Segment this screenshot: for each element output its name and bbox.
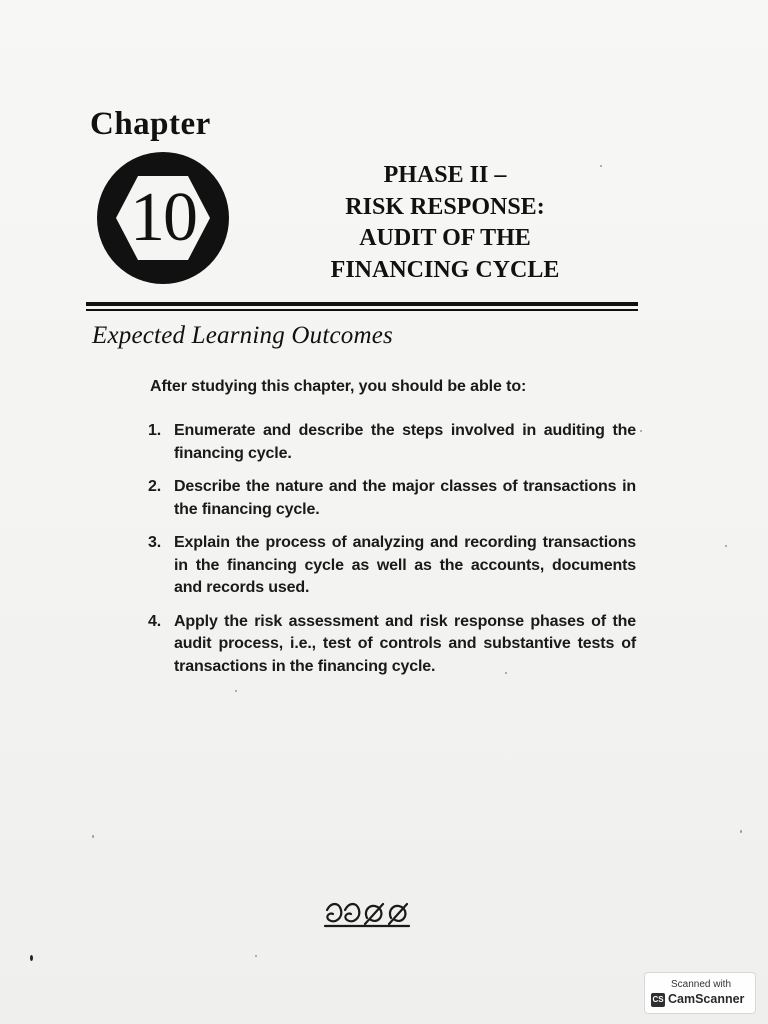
outcome-number: 1. (148, 422, 162, 439)
scan-speck (740, 830, 742, 833)
outcome-text: Describe the nature and the major classes of transactions in the financing cycle. (174, 478, 636, 518)
outcome-text: Enumerate and describe the steps involved in auditing the financing cycle. (174, 422, 636, 462)
chapter-number: 10 (130, 179, 196, 256)
scanned-with-label: Scanned with (670, 979, 732, 990)
outcome-number: 4. (148, 612, 162, 630)
camscanner-watermark (644, 972, 756, 1014)
outcomes-heading: Expected Learning Outcomes (92, 322, 393, 349)
outcome-item (148, 611, 636, 679)
outcome-number: 2. (148, 478, 162, 495)
header-divider-thin (86, 309, 638, 311)
scan-speck (725, 545, 727, 547)
outcome-text: Apply the risk assessment and risk response phases of the audit process, i.e., test of controls and substantive tests of transactions in the financing cycle. (174, 612, 636, 675)
chapter-title-line: RISK RESPONSE: (345, 193, 545, 220)
camscanner-name: CamScanner (668, 992, 745, 1006)
outcomes-list (148, 420, 636, 689)
outcome-item (148, 476, 636, 521)
outcomes-intro: After studying this chapter, you should be able to: (150, 378, 527, 395)
chapter-number-badge (92, 148, 234, 288)
camscanner-logo-icon: CS (651, 993, 665, 1007)
chapter-title-line: PHASE II – (383, 162, 507, 188)
scan-speck (600, 165, 602, 167)
scan-speck (640, 430, 642, 432)
chapter-title (300, 160, 590, 286)
chapter-title-line: FINANCING CYCLE (330, 256, 560, 283)
header-divider-thick (86, 302, 638, 306)
scan-speck (505, 672, 507, 674)
chapter-label: Chapter (90, 106, 211, 142)
scan-speck (92, 835, 94, 838)
outcome-item (148, 420, 636, 465)
outcome-number: 3. (148, 534, 162, 551)
scan-speck (255, 955, 257, 957)
chapter-title-line: AUDIT OF THE (359, 225, 531, 251)
outcome-text: Explain the process of analyzing and recording transactions in the financing cycle as well as the accounts, documents and records used. (174, 534, 636, 596)
end-ornament-icon (323, 898, 423, 932)
outcome-item (148, 532, 636, 600)
scan-speck (30, 955, 33, 961)
scan-speck (235, 690, 237, 692)
